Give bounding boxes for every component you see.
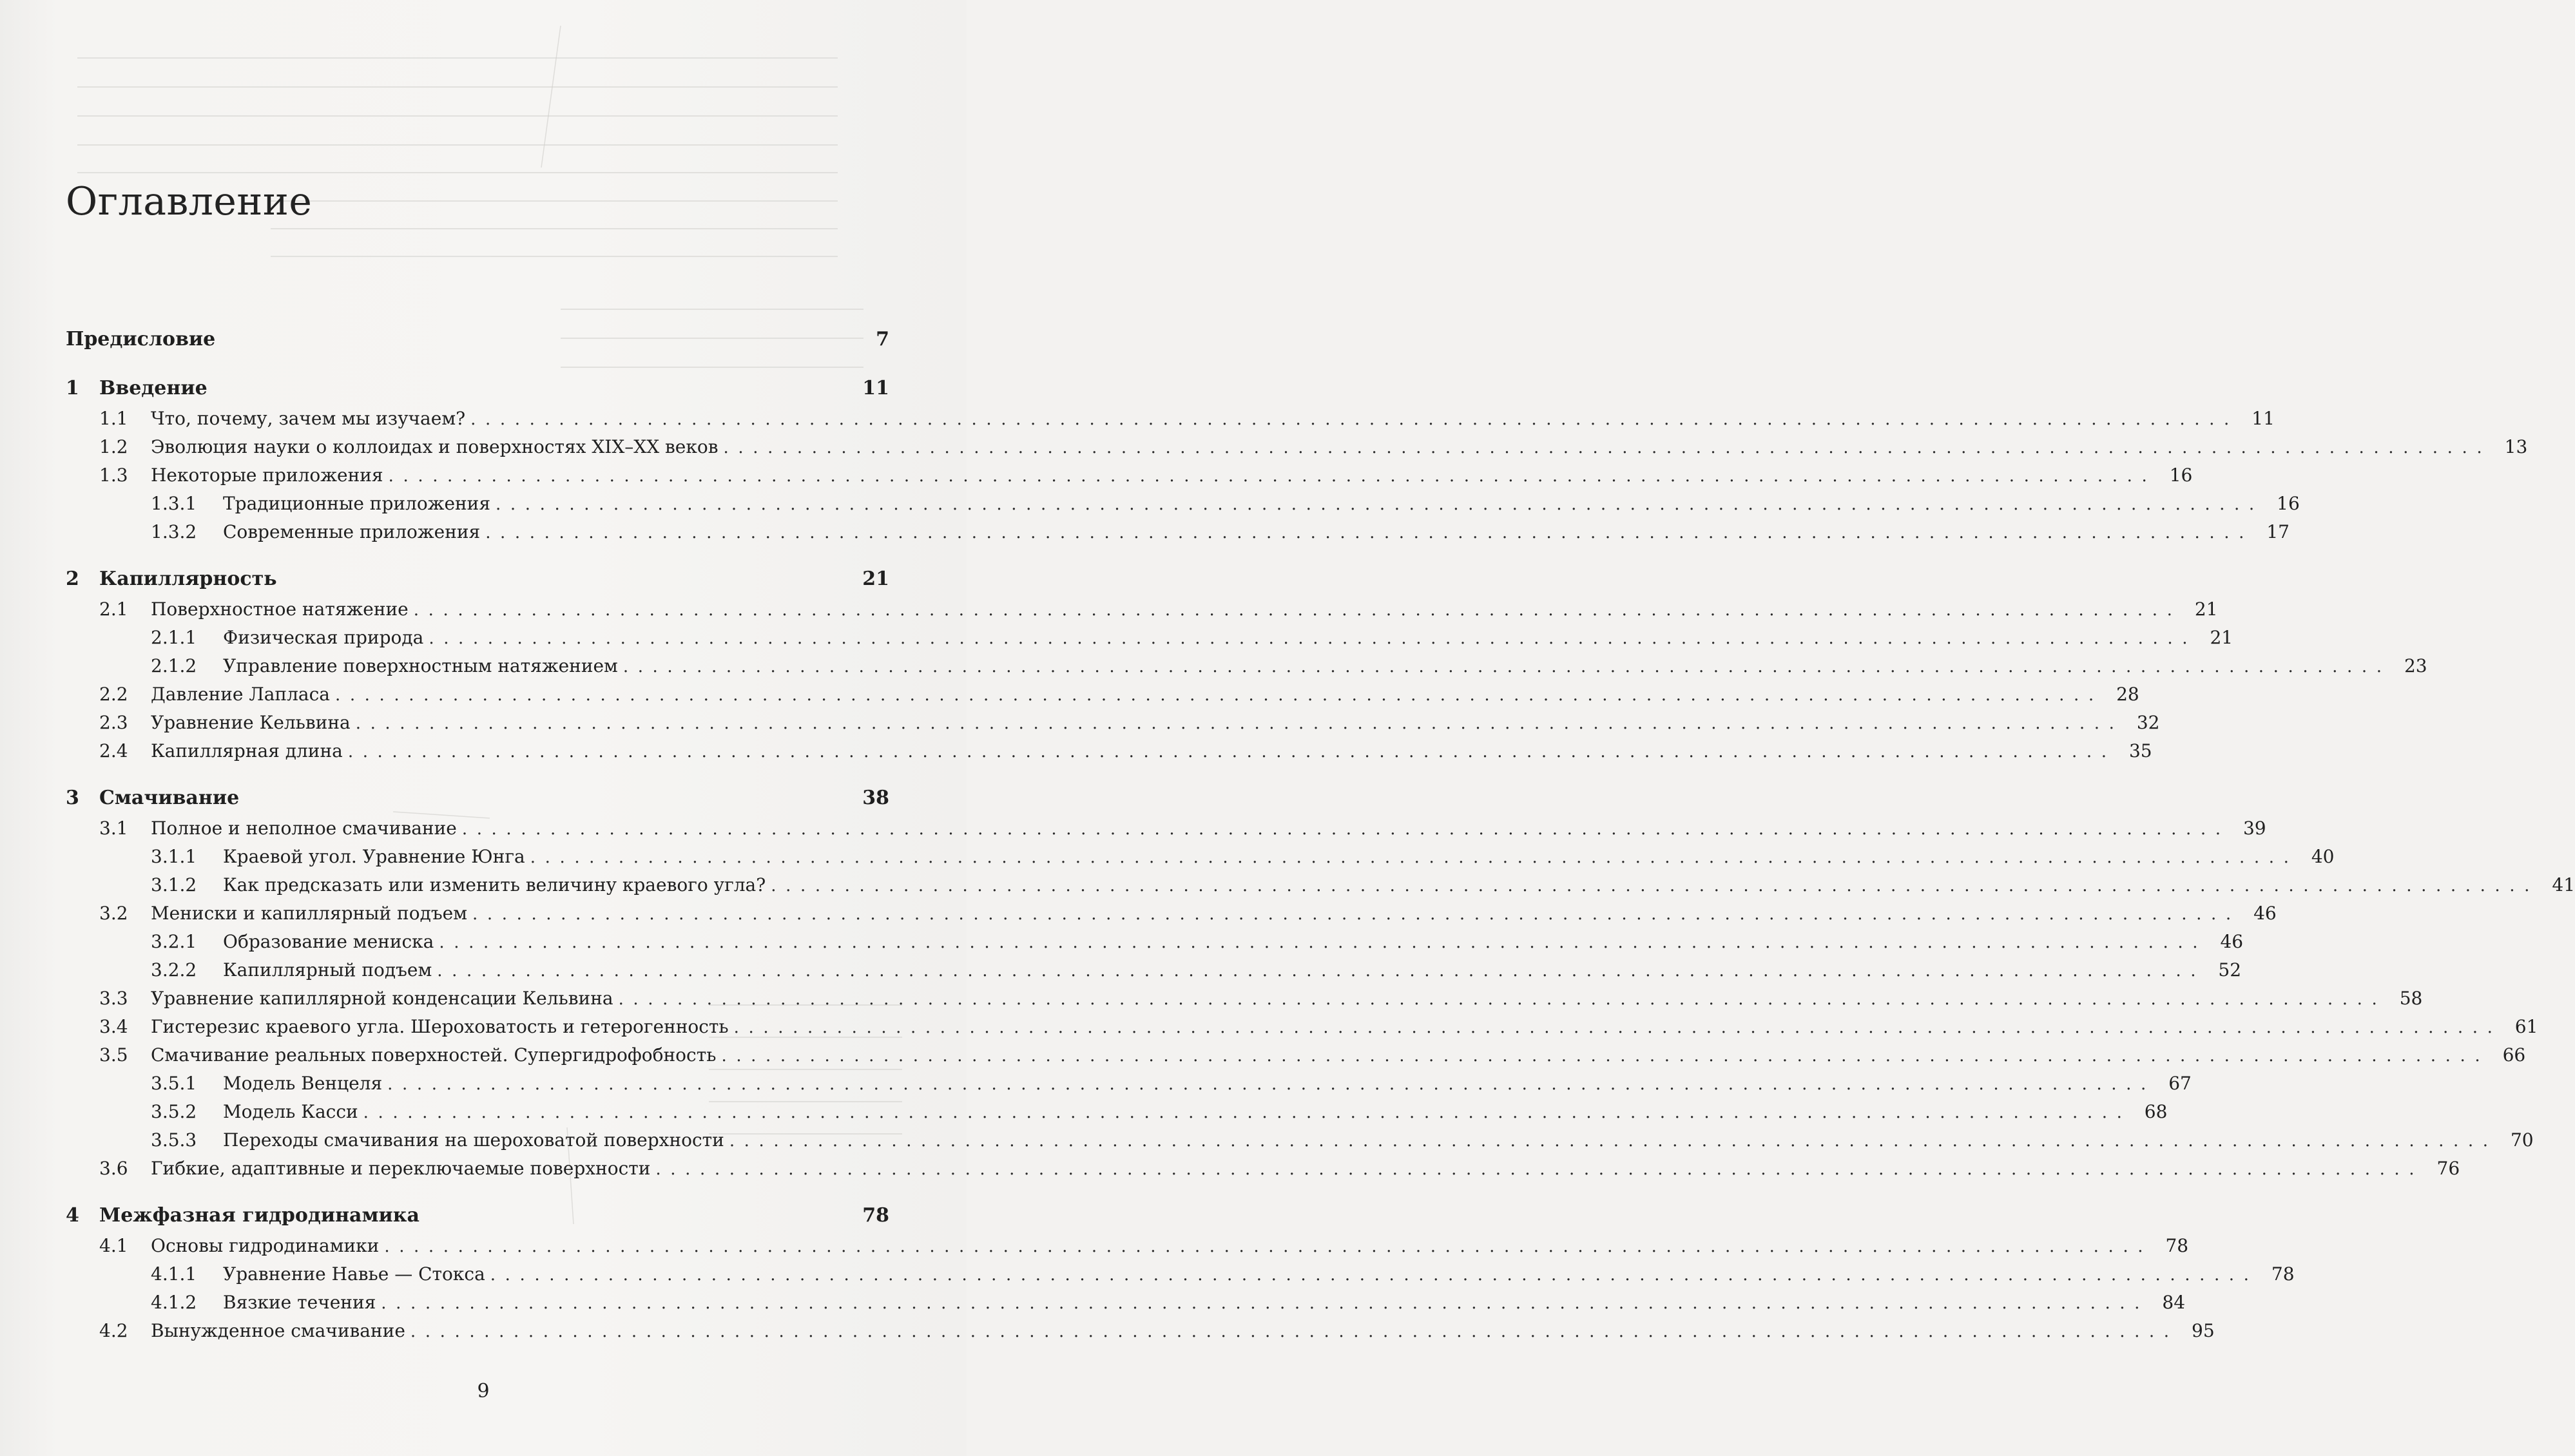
entry-number: 3.1 xyxy=(99,818,128,839)
dot-leader: ........................................................................................................................ xyxy=(771,876,2540,896)
entry-title: Современные приложения xyxy=(223,521,481,542)
chapter-number: 2 xyxy=(66,568,79,590)
dot-leader: ........................................................................................................................ xyxy=(496,495,2264,514)
dot-leader: ........................................................................................................................ xyxy=(355,714,2124,733)
dot-leader: ........................................................................................................................ xyxy=(381,1294,2150,1313)
subsection-row[interactable] xyxy=(66,923,2244,952)
entry-page: 46 xyxy=(2220,931,2244,952)
entry-number: 1.3.2 xyxy=(151,521,197,542)
entry-number: 3.1.1 xyxy=(151,846,197,867)
dot-leader: ........................................................................................................................ xyxy=(729,1131,2498,1151)
entry-number: 2.2 xyxy=(99,684,128,705)
subsection-row[interactable] xyxy=(66,1121,2534,1151)
chapter-title: Введение xyxy=(99,377,207,399)
entry-page: 78 xyxy=(2271,1263,2295,1285)
entry-title: Модель Венцеля xyxy=(223,1073,383,1094)
section-row[interactable] xyxy=(66,894,2277,924)
entry-page: 78 xyxy=(2165,1235,2189,1256)
entry-number: 2.1 xyxy=(99,599,128,620)
subsection-row[interactable] xyxy=(66,951,2242,981)
entry-title: Полное и неполное смачивание xyxy=(151,818,457,839)
entry-title: Физическая природа xyxy=(223,627,424,648)
dot-leader: ........................................................................................................................ xyxy=(461,819,2230,839)
entry-title: Гибкие, адаптивные и переключаемые поверхности xyxy=(151,1158,651,1179)
entry-number: 1.1 xyxy=(99,408,128,429)
chapter-title: Межфазная гидродинамика xyxy=(99,1204,420,1227)
chapter-row[interactable] xyxy=(66,1198,889,1227)
chapter-row[interactable] xyxy=(66,322,889,350)
chapter-page: 78 xyxy=(862,1204,889,1227)
entry-number: 3.5 xyxy=(99,1044,128,1066)
dot-leader: ........................................................................................................................ xyxy=(530,848,2299,867)
entry-title: Основы гидродинамики xyxy=(151,1235,380,1256)
entry-number: 1.3 xyxy=(99,465,128,486)
entry-title: Переходы смачивания на шероховатой поверхности xyxy=(223,1129,724,1151)
dot-leader: ........................................................................................................................ xyxy=(721,1046,2490,1066)
chapter-page: 21 xyxy=(862,568,889,590)
entry-number: 4.2 xyxy=(99,1320,128,1341)
entry-number: 4.1.2 xyxy=(151,1292,197,1313)
subsection-row[interactable] xyxy=(66,484,2300,514)
dot-leader: ........................................................................................................................ xyxy=(387,1075,2155,1094)
chapter-row[interactable] xyxy=(66,562,889,590)
entry-number: 2.1.1 xyxy=(151,627,197,648)
entry-number: 2.1.2 xyxy=(151,655,197,676)
dot-leader: ........................................................................................................................ xyxy=(437,961,2206,981)
entry-number: 3.5.1 xyxy=(151,1073,197,1094)
chapter-row[interactable] xyxy=(66,781,889,809)
page-number: 9 xyxy=(477,1380,490,1403)
chapter-number: 4 xyxy=(66,1204,79,1227)
section-row[interactable] xyxy=(66,590,2218,620)
chapter-title: Капиллярность xyxy=(99,568,277,590)
section-row[interactable] xyxy=(66,1036,2526,1066)
entry-title: Вязкие течения xyxy=(223,1292,376,1313)
entry-page: 16 xyxy=(2277,493,2300,514)
subsection-row[interactable] xyxy=(66,838,2335,867)
entry-number: 3.2 xyxy=(99,903,128,924)
entry-number: 2.3 xyxy=(99,712,128,733)
entry-page: 61 xyxy=(2514,1016,2538,1037)
subsection-row[interactable] xyxy=(66,1064,2192,1094)
dot-leader: ........................................................................................................................ xyxy=(334,685,2103,705)
entry-page: 76 xyxy=(2436,1158,2460,1179)
dot-leader: ........................................................................................................................ xyxy=(470,410,2239,429)
entry-number: 4.1.1 xyxy=(151,1263,197,1285)
dot-leader: ........................................................................................................................ xyxy=(429,629,2197,648)
dot-leader: ........................................................................................................................ xyxy=(622,657,2391,676)
entry-number: 3.1.2 xyxy=(151,874,197,896)
chapter-title: Смачивание xyxy=(99,787,240,809)
dot-leader: ........................................................................................................................ xyxy=(384,1237,2153,1256)
subsection-row[interactable] xyxy=(66,1093,2168,1122)
dot-leader: ........................................................................................................................ xyxy=(410,1322,2179,1341)
chapter-page: 38 xyxy=(862,787,889,809)
subsection-row[interactable] xyxy=(66,618,2233,648)
entry-number: 1.2 xyxy=(99,436,128,457)
entry-title: Капиллярный подъем xyxy=(223,959,432,981)
entry-page: 11 xyxy=(2252,408,2275,429)
entry-title: Традиционные приложения xyxy=(223,493,491,514)
entry-number: 3.2.2 xyxy=(151,959,197,981)
entry-title: Уравнение Навье — Стокса xyxy=(223,1263,485,1285)
entry-page: 13 xyxy=(2504,436,2528,457)
entry-page: 58 xyxy=(2399,988,2423,1009)
entry-page: 68 xyxy=(2144,1101,2168,1122)
dot-leader: ........................................................................................................................ xyxy=(472,905,2241,924)
dot-leader: ........................................................................................................................ xyxy=(723,438,2492,457)
entry-number: 3.5.3 xyxy=(151,1129,197,1151)
entry-number: 2.4 xyxy=(99,740,128,762)
entry-number: 1.3.1 xyxy=(151,493,197,514)
entry-page: 23 xyxy=(2404,655,2427,676)
entry-page: 70 xyxy=(2510,1129,2534,1151)
section-row[interactable] xyxy=(66,732,2152,762)
dot-leader: ........................................................................................................................ xyxy=(363,1103,2132,1122)
section-row[interactable] xyxy=(66,399,2275,429)
dot-leader: ........................................................................................................................ xyxy=(618,990,2387,1009)
section-row[interactable] xyxy=(66,1312,2215,1341)
entry-number: 3.3 xyxy=(99,988,128,1009)
chapter-page: 7 xyxy=(876,328,889,350)
dot-leader: ........................................................................................................................ xyxy=(388,466,2157,486)
entry-page: 67 xyxy=(2168,1073,2192,1094)
entry-number: 3.4 xyxy=(99,1016,128,1037)
table-of-contents xyxy=(66,322,2575,1341)
dot-leader: ........................................................................................................................ xyxy=(347,742,2116,762)
entry-title: Смачивание реальных поверхностей. Супергидрофобность xyxy=(151,1044,717,1066)
entry-number: 4.1 xyxy=(99,1235,128,1256)
subsection-row[interactable] xyxy=(66,1283,2186,1313)
entry-page: 21 xyxy=(2194,599,2218,620)
section-row[interactable] xyxy=(66,456,2193,486)
entry-page: 28 xyxy=(2116,684,2139,705)
chapter-page: 11 xyxy=(862,377,889,399)
entry-page: 40 xyxy=(2311,846,2335,867)
subsection-row[interactable] xyxy=(66,866,2575,896)
entry-title: Что, почему, зачем мы изучаем? xyxy=(151,408,466,429)
subsection-row[interactable] xyxy=(66,647,2427,676)
entry-page: 16 xyxy=(2169,465,2193,486)
section-row[interactable] xyxy=(66,1227,2189,1256)
chapter-title: Предисловие xyxy=(66,328,216,350)
entry-page: 84 xyxy=(2162,1292,2186,1313)
subsection-row[interactable] xyxy=(66,513,2290,542)
section-row[interactable] xyxy=(66,675,2139,705)
entry-page: 41 xyxy=(2552,874,2575,896)
entry-page: 39 xyxy=(2242,818,2266,839)
dot-leader: ........................................................................................................................ xyxy=(413,600,2182,620)
dot-leader: ........................................................................................................................ xyxy=(733,1018,2502,1037)
dot-leader: ........................................................................................................................ xyxy=(655,1160,2424,1179)
entry-title: Модель Касси xyxy=(223,1101,358,1122)
entry-page: 32 xyxy=(2136,712,2160,733)
entry-title: Как предсказать или изменить величину краевого угла? xyxy=(223,874,766,896)
entry-title: Капиллярная длина xyxy=(151,740,343,762)
entry-title: Уравнение Кельвина xyxy=(151,712,351,733)
chapter-row[interactable] xyxy=(66,371,889,399)
section-row[interactable] xyxy=(66,1008,2538,1037)
dot-leader: ........................................................................................................................ xyxy=(490,1265,2259,1285)
entry-title: Эволюция науки о коллоидах и поверхностях XIX–XX веков xyxy=(151,436,718,457)
entry-title: Мениски и капиллярный подъем xyxy=(151,903,467,924)
entry-title: Некоторые приложения xyxy=(151,465,383,486)
subsection-row[interactable] xyxy=(66,1255,2295,1285)
entry-number: 3.2.1 xyxy=(151,931,197,952)
page-title: Оглавление xyxy=(66,179,313,224)
section-row[interactable] xyxy=(66,704,2160,733)
section-row[interactable] xyxy=(66,809,2266,839)
entry-title: Поверхностное натяжение xyxy=(151,599,409,620)
entry-page: 52 xyxy=(2218,959,2242,981)
entry-number: 3.6 xyxy=(99,1158,128,1179)
section-row[interactable] xyxy=(66,428,2528,457)
section-row[interactable] xyxy=(66,1149,2460,1179)
entry-number: 3.5.2 xyxy=(151,1101,197,1122)
entry-page: 17 xyxy=(2266,521,2290,542)
entry-page: 21 xyxy=(2210,627,2233,648)
entry-page: 66 xyxy=(2502,1044,2526,1066)
entry-page: 35 xyxy=(2128,740,2152,762)
entry-title: Образование мениска xyxy=(223,931,434,952)
chapter-number: 3 xyxy=(66,787,79,809)
chapter-number: 1 xyxy=(66,377,79,399)
section-row[interactable] xyxy=(66,979,2423,1009)
entry-title: Вынужденное смачивание xyxy=(151,1320,405,1341)
entry-page: 95 xyxy=(2192,1320,2215,1341)
entry-title: Давление Лапласа xyxy=(151,684,330,705)
entry-title: Краевой угол. Уравнение Юнга xyxy=(223,846,525,867)
dot-leader: ........................................................................................................................ xyxy=(485,523,2253,542)
entry-title: Управление поверхностным натяжением xyxy=(223,655,618,676)
entry-title: Уравнение капиллярной конденсации Кельвина xyxy=(151,988,613,1009)
entry-title: Гистерезис краевого угла. Шероховатость и гетерогенность xyxy=(151,1016,729,1037)
dot-leader: ........................................................................................................................ xyxy=(439,933,2208,952)
entry-page: 46 xyxy=(2253,903,2277,924)
